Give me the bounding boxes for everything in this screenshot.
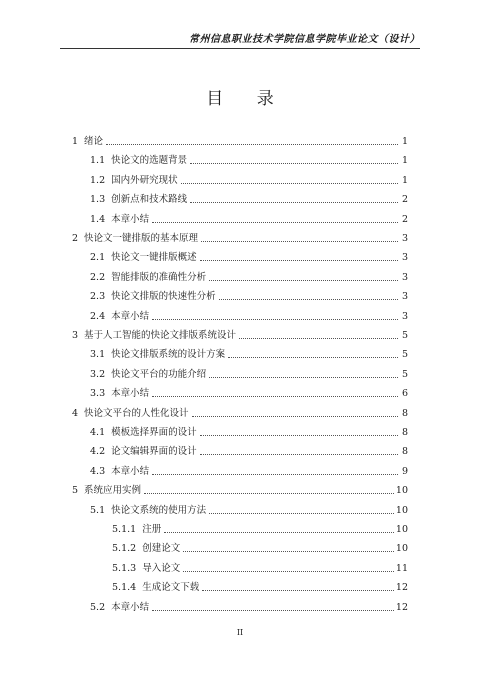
- toc-entry-number: 1: [72, 136, 79, 147]
- toc-entry-page: 3: [401, 291, 408, 303]
- toc-entry-number: 2.3: [90, 291, 106, 303]
- toc-entry[interactable]: [72, 406, 408, 420]
- toc-dot-leader: [200, 435, 398, 436]
- page-number: II: [236, 628, 244, 637]
- toc-entry-label: 快论文一键排版概述: [111, 252, 197, 264]
- toc-entry-label: 绪论: [84, 136, 104, 147]
- toc-entry[interactable]: [72, 522, 408, 536]
- toc-dot-leader: [200, 454, 398, 455]
- toc-entry-number: 1.3: [90, 194, 106, 206]
- toc-entry-number: 1.1: [90, 155, 106, 167]
- toc-entry-number: 5.1.3: [112, 562, 137, 574]
- toc-entry[interactable]: [72, 309, 408, 323]
- toc-entry-page: 11: [395, 562, 408, 574]
- toc-entry-page: 5: [401, 330, 408, 341]
- toc-entry-page: 12: [395, 582, 408, 594]
- toc-dot-leader: [209, 280, 398, 281]
- toc-dot-leader: [152, 610, 394, 611]
- toc-entry[interactable]: [72, 483, 408, 497]
- toc-entry-label: 系统应用实例: [84, 485, 142, 497]
- toc-entry-number: 5: [72, 485, 79, 497]
- toc-dot-leader: [152, 319, 398, 320]
- toc-dot-leader: [152, 474, 398, 475]
- toc-dot-leader: [200, 260, 398, 261]
- toc-entry-label: 导入论文: [142, 562, 181, 574]
- toc-entry[interactable]: [72, 250, 408, 264]
- toc-entry[interactable]: [72, 367, 408, 381]
- toc-entry-label: 本章小结: [111, 310, 150, 322]
- toc-entry-label: 基于人工智能的快论文排版系统设计: [84, 330, 237, 341]
- toc-entry[interactable]: [72, 541, 408, 555]
- toc-entry-label: 论文编辑界面的设计: [111, 446, 197, 458]
- toc-entry-label: 创建论文: [142, 543, 181, 555]
- toc-entry[interactable]: [72, 347, 408, 361]
- toc-entry-label: 生成论文下载: [142, 582, 200, 594]
- toc-entry-number: 5.1.2: [112, 543, 137, 555]
- toc-entry-label: 模板选择界面的设计: [111, 427, 197, 438]
- toc-entry-page: 10: [395, 485, 408, 497]
- toc-dot-leader: [144, 493, 394, 494]
- toc-entry-label: 本章小结: [111, 465, 150, 477]
- toc-entry-label: 快论文系统的使用方法: [111, 504, 207, 516]
- toc-dot-leader: [106, 144, 398, 145]
- toc-entry-page: 12: [395, 601, 408, 613]
- toc-dot-leader: [239, 338, 398, 339]
- toc-entry-number: 3.3: [90, 388, 106, 400]
- page-title: 目 录: [206, 89, 288, 109]
- toc-entry-number: 4: [72, 407, 79, 419]
- toc-dot-leader: [152, 222, 398, 223]
- toc-entry[interactable]: [72, 231, 408, 245]
- toc-dot-leader: [201, 241, 398, 242]
- toc-entry-number: 2.2: [90, 271, 106, 283]
- toc-entry-label: 本章小结: [111, 388, 150, 400]
- toc-entry-page: 2: [401, 194, 408, 206]
- toc-entry-page: 8: [401, 427, 408, 438]
- toc-entry-label: 智能排版的准确性分析: [111, 271, 207, 283]
- toc-entry[interactable]: [72, 503, 408, 517]
- toc-entry[interactable]: [72, 153, 408, 167]
- toc-entry[interactable]: [72, 173, 408, 187]
- toc-dot-leader: [164, 532, 394, 533]
- toc-entry-label: 快论文排版系统的设计方案: [111, 349, 226, 361]
- toc-entry[interactable]: [72, 425, 408, 439]
- toc-entry-number: 5.1.1: [112, 524, 137, 535]
- toc-dot-leader: [190, 202, 398, 203]
- toc-entry-number: 4.3: [90, 465, 106, 477]
- toc-dot-leader: [202, 590, 394, 591]
- toc-entry-page: 1: [401, 136, 408, 147]
- toc-entry-page: 8: [401, 446, 408, 458]
- toc-entry-page: 10: [395, 524, 408, 535]
- toc-entry[interactable]: [72, 600, 408, 614]
- toc-entry-label: 快论文的选题背景: [111, 155, 188, 167]
- toc-entry-page: 3: [401, 252, 408, 264]
- toc-dot-leader: [192, 416, 398, 417]
- toc-entry-number: 5.1: [90, 504, 106, 516]
- toc-entry-page: 10: [395, 543, 408, 555]
- toc-dot-leader: [228, 357, 398, 358]
- toc-dot-leader: [209, 377, 398, 378]
- toc-entry-page: 1: [401, 155, 408, 167]
- toc-entry-number: 1.4: [90, 213, 106, 225]
- toc-entry-label: 快论文一键排版的基本原理: [84, 233, 199, 244]
- toc-entry-page: 9: [401, 465, 408, 477]
- toc-entry-page: 1: [401, 174, 408, 186]
- toc-entry-label: 创新点和技术路线: [111, 194, 188, 206]
- toc-entry-page: 3: [401, 271, 408, 283]
- toc-entry-page: 8: [401, 407, 408, 419]
- toc-entry[interactable]: [72, 580, 408, 594]
- toc-entry[interactable]: [72, 328, 408, 342]
- toc-dot-leader: [219, 299, 398, 300]
- toc-dot-leader: [152, 396, 398, 397]
- toc-entry-label: 快论文平台的功能介绍: [111, 368, 207, 380]
- toc-dot-leader: [183, 551, 394, 552]
- toc-entry[interactable]: [72, 289, 408, 303]
- toc-entry-number: 5.1.4: [112, 582, 137, 594]
- toc-entry[interactable]: [72, 444, 408, 458]
- toc-dot-leader: [190, 163, 398, 164]
- toc-dot-leader: [183, 571, 394, 572]
- toc-entry-number: 4.2: [90, 446, 106, 458]
- toc-dot-leader: [209, 513, 394, 514]
- toc-entry-page: 6: [401, 388, 408, 400]
- toc-entry[interactable]: [72, 561, 408, 575]
- header-rule: [60, 48, 420, 49]
- toc-entry[interactable]: [72, 270, 408, 284]
- toc-entry-label: 本章小结: [111, 213, 150, 225]
- toc-dot-leader: [181, 183, 398, 184]
- toc-entry-label: 注册: [142, 524, 162, 535]
- toc-entry[interactable]: [72, 386, 408, 400]
- toc-entry[interactable]: [72, 134, 408, 148]
- toc-entry-page: 2: [401, 213, 408, 225]
- toc-entry[interactable]: [72, 212, 408, 226]
- toc-entry-page: 3: [401, 310, 408, 322]
- toc-entry-number: 4.1: [90, 427, 106, 438]
- toc-entry-number: 2.1: [90, 252, 106, 264]
- toc-entry-page: 5: [401, 368, 408, 380]
- toc-entry[interactable]: [72, 464, 408, 478]
- toc-entry-label: 快论文平台的人性化设计: [84, 407, 189, 419]
- toc-entry-number: 3: [72, 330, 79, 341]
- toc-entry-page: 10: [395, 504, 408, 516]
- toc-entry-number: 2: [72, 233, 79, 244]
- toc-entry-number: 1.2: [90, 174, 106, 186]
- toc-entry-label: 国内外研究现状: [111, 174, 178, 186]
- toc-entry-number: 5.2: [90, 601, 106, 613]
- toc-entry-page: 3: [401, 233, 408, 244]
- toc-entry-number: 2.4: [90, 310, 106, 322]
- toc-entry-number: 3.2: [90, 368, 106, 380]
- toc-entry-label: 本章小结: [111, 601, 150, 613]
- toc-entry-page: 5: [401, 349, 408, 361]
- toc-entry-number: 3.1: [90, 349, 106, 361]
- toc-entry-label: 快论文排版的快速性分析: [111, 291, 216, 303]
- running-header: 常州信息职业技术学院信息学院毕业论文（设计）: [189, 34, 420, 45]
- toc-entry[interactable]: [72, 192, 408, 206]
